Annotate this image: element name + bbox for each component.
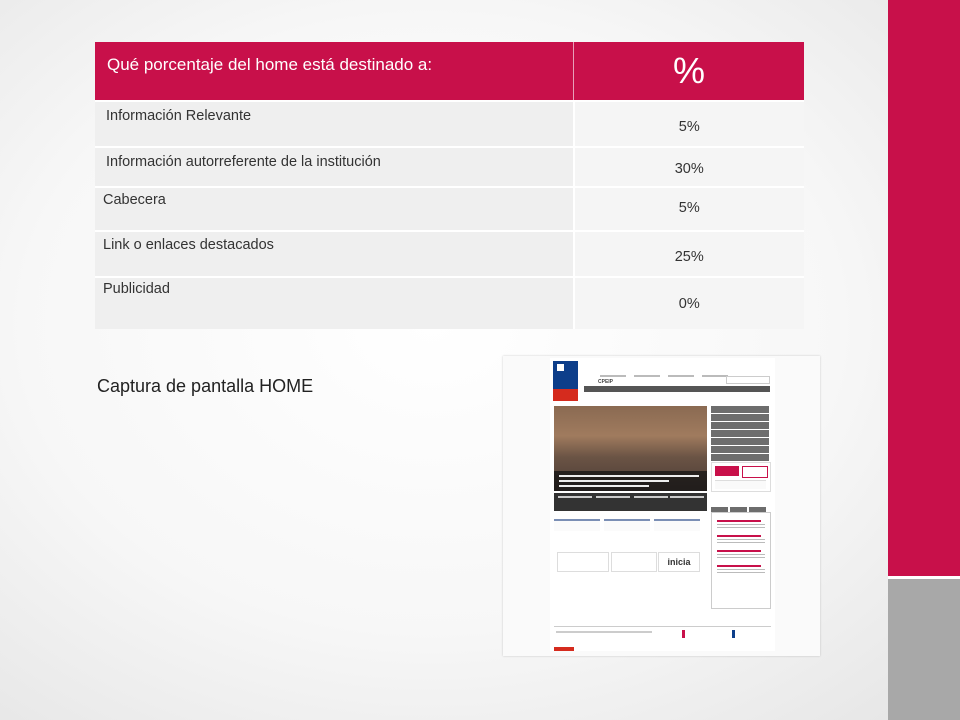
consejo-transparencia-logo (732, 630, 771, 638)
table-row (95, 231, 804, 277)
website-search-box (726, 376, 770, 384)
website-news-strip (554, 493, 707, 511)
table-row (95, 187, 804, 231)
website-side-news-list (711, 512, 771, 609)
website-featured-links (554, 518, 707, 536)
table-row (95, 147, 804, 187)
hero-caption-banner (554, 471, 707, 491)
row-value: 25% (674, 249, 704, 265)
website-site-name: CPEIP (598, 379, 614, 385)
table-row (95, 101, 804, 147)
row-label: Información autorreferente de la institución (106, 154, 381, 170)
header-percent-symbol: % (574, 42, 805, 101)
website-side-tabs (711, 502, 769, 510)
star-icon (557, 364, 564, 371)
website-footer (554, 626, 771, 645)
row-value: 5% (678, 119, 700, 135)
row-label: Link o enlaces destacados (103, 237, 274, 253)
website-page (550, 358, 775, 651)
inicia-logo: inicia (658, 552, 700, 572)
screenshot-caption: Captura de pantalla HOME (97, 376, 314, 396)
red-maestros-logo (611, 552, 657, 572)
home-screenshot-thumbnail (503, 356, 820, 656)
row-value: 30% (674, 161, 704, 177)
website-right-menu (711, 406, 769, 462)
row-label: Cabecera (103, 192, 166, 208)
row-label: Información Relevante (106, 108, 252, 124)
header-question: Qué porcentaje del home está destinado a: (95, 42, 574, 101)
accent-side-bar (888, 0, 960, 576)
row-label: Publicidad (103, 281, 170, 297)
gray-side-block (888, 576, 960, 720)
website-hero-photo (554, 406, 707, 491)
table-row (95, 277, 804, 329)
row-value: 0% (678, 296, 700, 312)
side-divider (888, 576, 960, 579)
website-partner-logos (554, 548, 707, 574)
gobierno-transparente-logo (682, 630, 721, 638)
website-top-links (600, 364, 770, 367)
website-promo-banner (711, 462, 771, 492)
percentage-table (95, 42, 804, 329)
directores-logo (557, 552, 609, 572)
row-value: 5% (678, 200, 700, 216)
table-header-row (95, 42, 804, 101)
ministry-logo (553, 361, 578, 401)
website-main-nav (584, 386, 770, 392)
